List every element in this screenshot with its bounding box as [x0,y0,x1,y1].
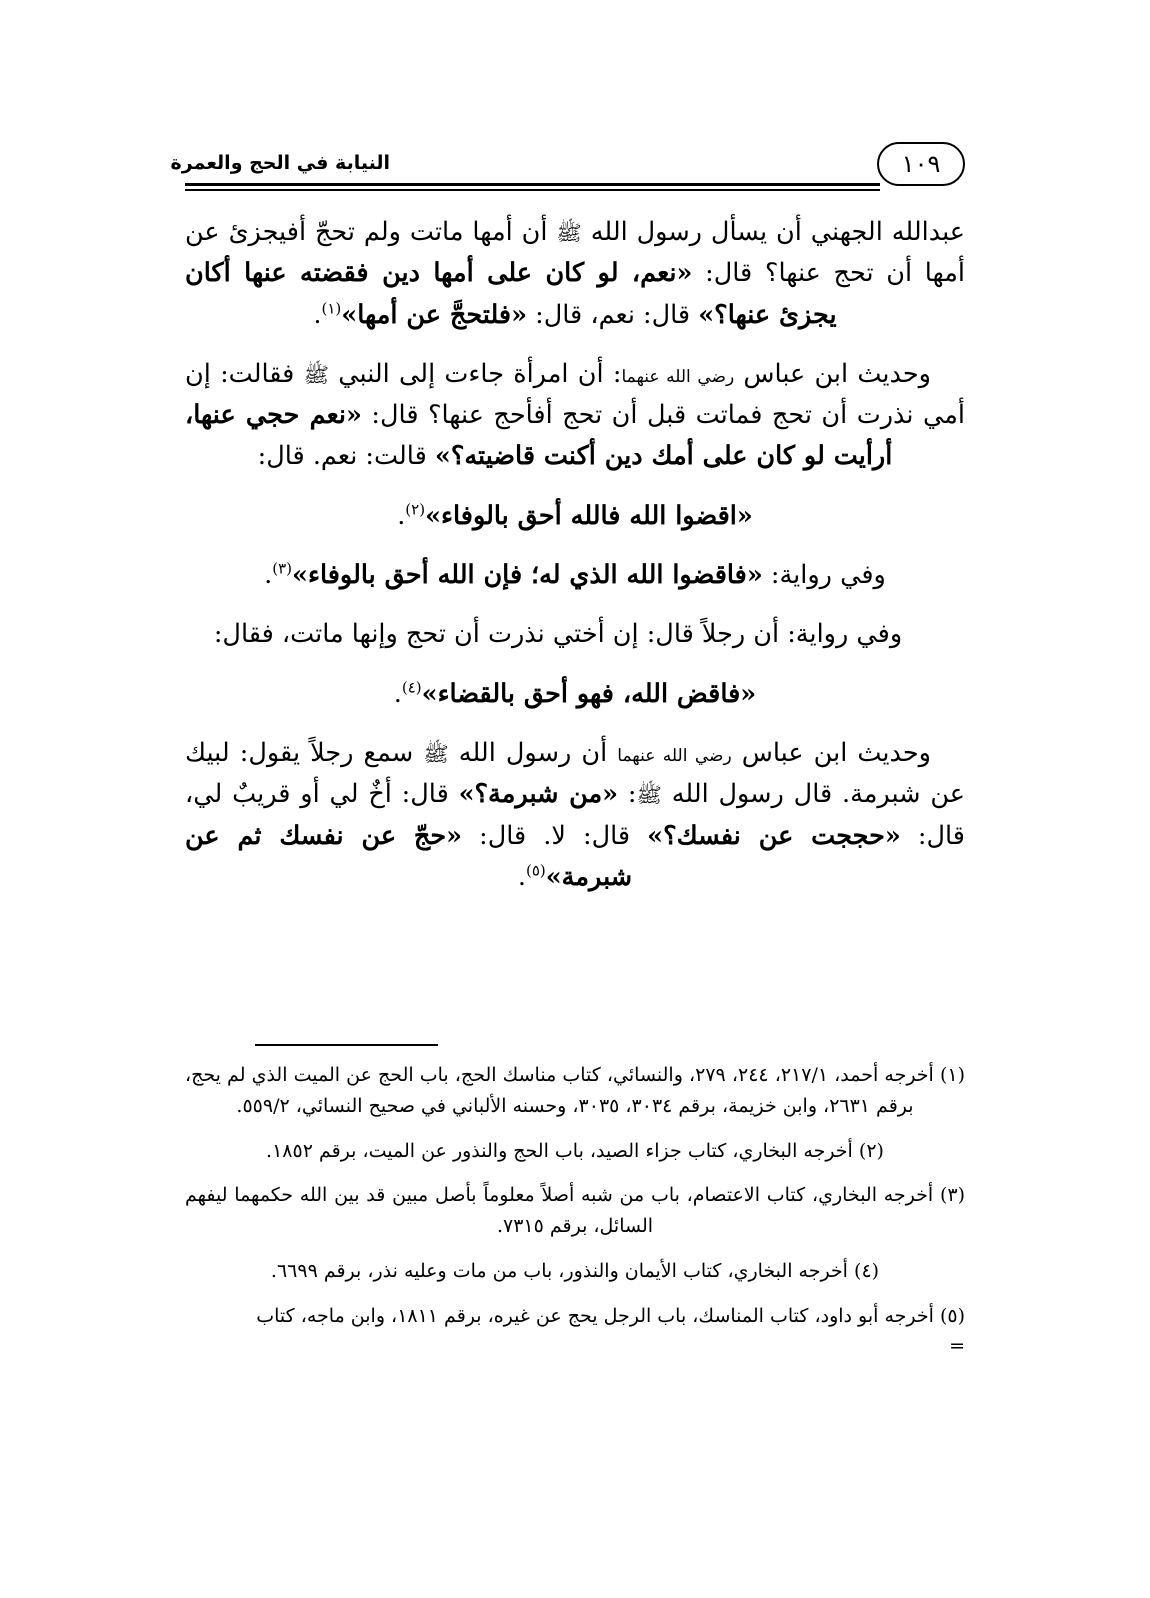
p4-quote-1: «فاقض الله، فهو أحق بالقضاء» [421,678,757,709]
p2-footnote-ref: (٢) [405,500,426,519]
footnote-3 [185,1180,965,1242]
footnote-2-text: أخرجه البخاري، كتاب جزاء الصيد، باب الحج والنذور عن الميت، برقم ١٨٥٢. [266,1139,853,1162]
page-body [185,212,965,916]
footnote-5-text: أخرجه أبو داود، كتاب المناسك، باب الرجل يحج عن غيره، برقم ١٨١١، وابن ماجه، كتاب [256,1304,934,1327]
paragraph-5 [185,733,965,898]
paragraph-3 [185,555,965,596]
sallallahu-icon: ﷺ [303,362,329,387]
p5-text-e: قال: أخٌ لي أو قريبٌ لي، قال: [185,779,965,851]
p1-footnote-ref: (١) [321,299,342,318]
footnote-1 [185,1060,965,1122]
footnote-2-marker: (٢) [858,1139,884,1162]
p2-text-e: . [397,500,406,531]
p1-text-a: عبدالله الجهني أن يسأل رسول الله [581,217,965,247]
paragraph-4-quote-line [185,674,965,715]
paragraph-2-quote-line [185,496,965,537]
p5-text-f: قال: لا. قال: [462,820,648,851]
p2-text-d: قالت: نعم. قال: [257,441,435,472]
p1-text-d: . [313,299,322,330]
p5-text-d: : [618,779,637,810]
p5-footnote-ref: (٥) [525,861,546,880]
p2-text-c: فقالت: إن أمي نذرت أن تحج فماتت قبل أن تحج أفأحج عنها؟ قال: [185,358,965,431]
p1-quote-1: «نعم، لو كان على أمها دين فقضته عنها أكان يجزئ عنها؟» [185,258,837,330]
footnote-3-text: أخرجه البخاري، كتاب الاعتصام، باب من شبه أصلاً معلوماً بأصل مبين قد بين الله حكمهما ليفهم السائل، برقم ٧٣١٥. [185,1184,934,1238]
paragraph-4 [185,614,965,655]
footnote-5-continuation: = [949,1335,965,1358]
sallallahu-icon: ﷺ [423,741,449,766]
footnote-4-text: أخرجه البخاري، كتاب الأيمان والنذور، باب من مات وعليه نذر، برقم ٦٦٩٩. [270,1259,848,1282]
footnote-separator [255,1044,438,1046]
footnote-2 [185,1136,965,1167]
p5-text-g: . [517,861,526,892]
footnote-3-marker: (٣) [939,1184,965,1207]
footnote-4-marker: (٤) [854,1259,880,1282]
footnote-4 [185,1256,965,1287]
footnote-5-marker: (٥) [939,1304,965,1327]
p3-quote-1: «فاقضوا الله الذي له؛ فإن الله أحق بالوفاء» [292,560,763,591]
p1-quote-2: «فلتحجَّ عن أمها» [341,299,528,330]
page-number-badge: ١٠٩ [877,142,965,186]
footnote-5 [185,1301,965,1363]
page-header [170,150,965,204]
p5-text-b: أن رسول الله [448,737,618,768]
header-double-rule [185,183,965,193]
footnote-1-marker: (١) [939,1064,966,1086]
p4-text-b: . [393,678,402,709]
p5-text-c: سمع رجلاً يقول: لبيك عن شبرمة. قال رسول الله [185,737,965,810]
p3-text-b: . [264,560,273,591]
paragraph-2 [185,354,965,478]
p5-quote-1: «من شبرمة؟» [458,779,619,810]
p4-footnote-ref: (٤) [401,678,422,697]
p5-quote-3: «حجّ عن نفسك ثم عن شبرمة» [185,820,633,892]
p5-text-a: وحديث ابن عباس [731,737,931,768]
p1-text-b: أن أمها ماتت ولم تحجّ أفيجزئ عن أمها أن تحج عنها؟ قال: [185,217,966,289]
footnotes-block [185,1060,965,1376]
header-rule-bottom [185,189,880,191]
p2-text-b: : أن امرأة جاءت إلى النبي [329,358,622,389]
p5-quote-2: «حججت عن نفسك؟» [647,820,901,851]
paragraph-1 [185,212,965,336]
radiyallahu-phrase: رضي الله عنهما [621,366,735,387]
sallallahu-icon: ﷺ [556,221,582,245]
header-rule-top [185,183,880,186]
p2-quote-1: «نعم حجي عنها، أرأيت لو كان على أمك دين أكنت قاضيته؟» [185,400,893,472]
sallallahu-icon: ﷺ [636,783,662,808]
p3-text-a: وفي رواية: [762,560,886,591]
p4-text-a: وفي رواية: أن رجلاً قال: إن أختي نذرت أن تحج وإنها ماتت، فقال: [213,619,903,650]
radiyallahu-phrase: رضي الله عنهما [617,745,732,766]
p1-text-c: قال: نعم، قال: [527,299,699,330]
p2-quote-2: «اقضوا الله فالله أحق بالوفاء» [425,500,753,531]
p3-footnote-ref: (٣) [272,559,293,578]
running-head-title: النيابة في الحج والعمرة [170,152,390,174]
p2-text-a: وحديث ابن عباس [734,358,931,389]
footnote-1-text: أخرجه أحمد، ٢١٧/١، ٢٤٤، ٢٧٩، والنسائي، كتاب مناسك الحج، باب الحج عن الميت الذي لم يحج، برقم ٢٦٣١، وابن خزيمة، برقم ٣٠٣٤، ٣٠٣٥، وحسنه الألباني في صحيح النسائي، ٥٥٩/٢. [185,1064,934,1117]
